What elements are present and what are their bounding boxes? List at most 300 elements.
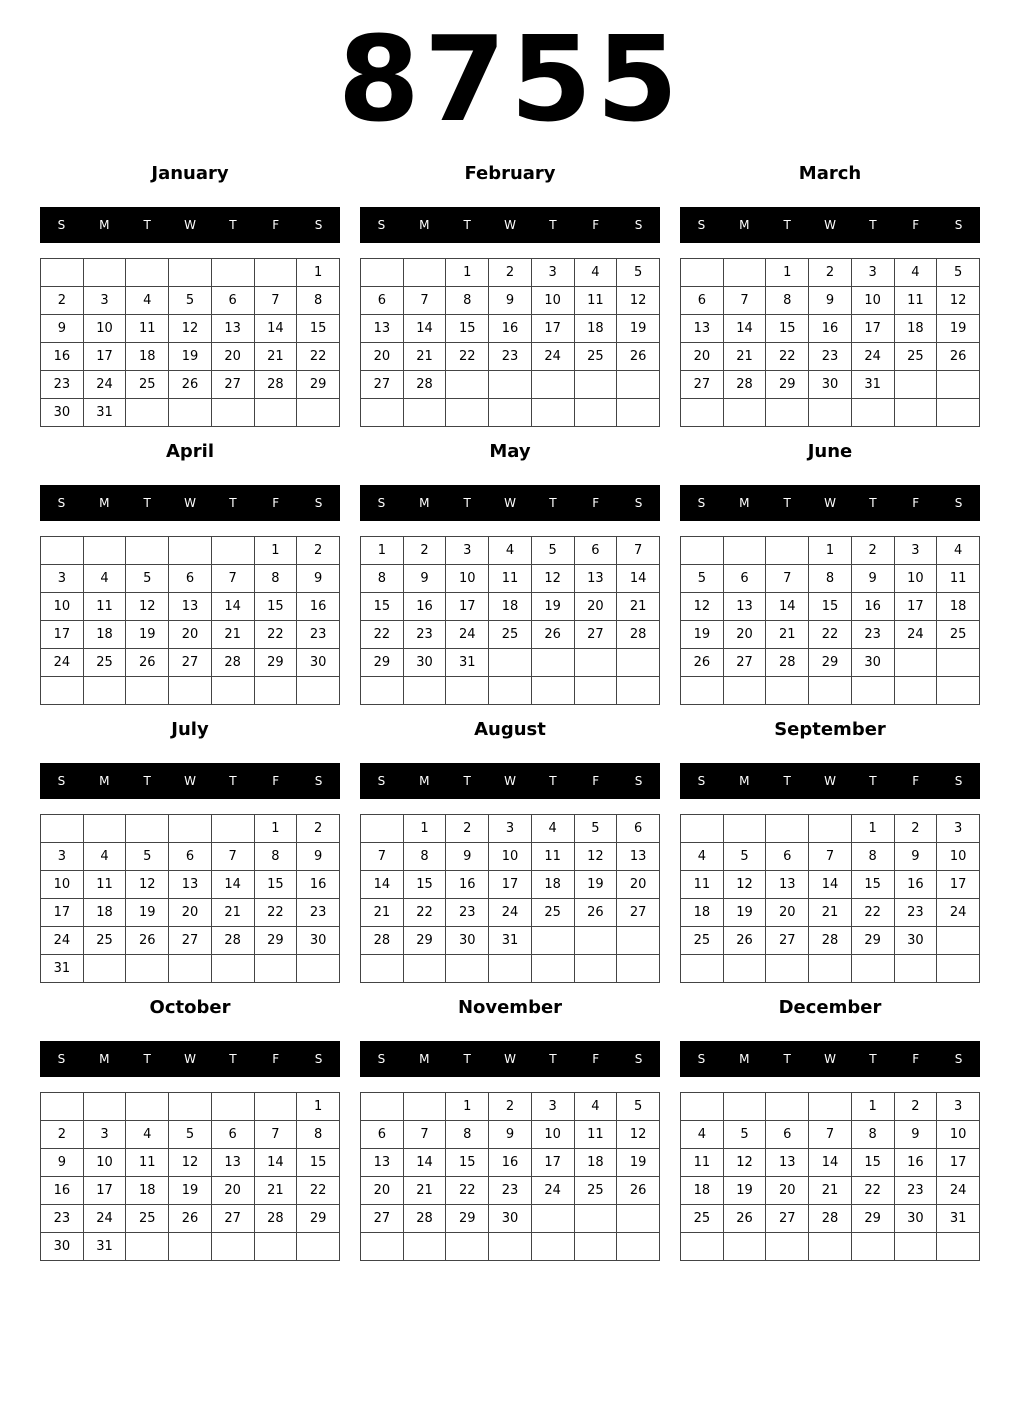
weekday-header — [40, 485, 340, 521]
day-cell: 13 — [169, 593, 212, 621]
day-cell: 20 — [169, 621, 212, 649]
day-cell: 11 — [83, 871, 126, 899]
weekday-label: F — [272, 218, 280, 232]
day-cell — [254, 259, 297, 287]
weekday-header — [360, 485, 660, 521]
day-cell — [254, 1233, 297, 1261]
day-cell: 26 — [531, 621, 574, 649]
day-cell: 26 — [681, 649, 724, 677]
weekday-label: M — [739, 1052, 750, 1066]
day-cell — [211, 399, 254, 427]
week-row — [41, 399, 340, 427]
weekday-label: S — [954, 218, 963, 232]
month-name: January — [151, 163, 229, 184]
day-cell: 28 — [403, 1205, 446, 1233]
week-row — [361, 677, 660, 705]
day-cell: 14 — [766, 593, 809, 621]
day-cell — [681, 1233, 724, 1261]
day-cell: 20 — [766, 1177, 809, 1205]
day-cell: 16 — [894, 1149, 937, 1177]
day-cell — [211, 1233, 254, 1261]
day-cell — [723, 1093, 766, 1121]
day-cell — [126, 677, 169, 705]
day-grid — [680, 536, 980, 705]
day-cell: 13 — [169, 871, 212, 899]
week-row — [41, 1121, 340, 1149]
day-cell: 4 — [126, 287, 169, 315]
day-cell — [851, 955, 894, 983]
weekday-label: F — [592, 218, 600, 232]
week-row — [681, 927, 980, 955]
weekday-label: W — [504, 1052, 516, 1066]
day-cell: 17 — [41, 621, 84, 649]
day-cell: 2 — [809, 259, 852, 287]
month-august — [360, 718, 660, 988]
day-cell: 12 — [617, 1121, 660, 1149]
day-cell: 19 — [617, 315, 660, 343]
week-row — [41, 677, 340, 705]
day-cell: 19 — [617, 1149, 660, 1177]
day-cell: 17 — [446, 593, 489, 621]
weekday-label: T — [229, 774, 237, 788]
day-cell: 25 — [574, 343, 617, 371]
day-cell — [403, 1093, 446, 1121]
day-cell: 12 — [169, 1149, 212, 1177]
day-cell: 22 — [297, 1177, 340, 1205]
week-row — [41, 815, 340, 843]
day-cell: 3 — [41, 843, 84, 871]
day-cell: 18 — [489, 593, 532, 621]
day-cell: 13 — [211, 315, 254, 343]
weekday-label: F — [592, 774, 600, 788]
month-september — [680, 718, 980, 988]
weekday-label: M — [419, 774, 430, 788]
day-cell: 19 — [169, 1177, 212, 1205]
day-cell: 18 — [83, 621, 126, 649]
weekday-label: S — [57, 774, 66, 788]
week-row — [41, 343, 340, 371]
weekday-label: S — [697, 774, 706, 788]
day-cell — [531, 927, 574, 955]
day-cell: 6 — [681, 287, 724, 315]
weekday-header — [360, 1041, 660, 1077]
day-cell: 24 — [894, 621, 937, 649]
day-cell — [766, 677, 809, 705]
day-cell: 22 — [361, 621, 404, 649]
month-april — [40, 440, 340, 710]
day-cell — [894, 399, 937, 427]
day-cell: 4 — [681, 1121, 724, 1149]
week-row — [681, 259, 980, 287]
day-cell: 10 — [446, 565, 489, 593]
day-cell — [617, 1205, 660, 1233]
day-cell — [681, 259, 724, 287]
day-cell: 9 — [446, 843, 489, 871]
day-cell: 24 — [531, 1177, 574, 1205]
day-cell: 8 — [254, 565, 297, 593]
day-cell: 7 — [211, 565, 254, 593]
day-cell — [766, 399, 809, 427]
day-cell: 8 — [766, 287, 809, 315]
day-cell: 9 — [894, 1121, 937, 1149]
year-title: 8755 — [337, 10, 683, 148]
day-cell: 8 — [297, 1121, 340, 1149]
day-cell: 6 — [766, 843, 809, 871]
day-cell: 7 — [403, 1121, 446, 1149]
day-cell: 22 — [403, 899, 446, 927]
week-row — [681, 1093, 980, 1121]
day-cell — [446, 955, 489, 983]
weekday-label: W — [184, 496, 196, 510]
weekday-label: W — [184, 1052, 196, 1066]
day-cell — [83, 815, 126, 843]
day-cell: 10 — [489, 843, 532, 871]
day-cell: 10 — [531, 1121, 574, 1149]
day-cell: 3 — [937, 815, 980, 843]
weekday-label: S — [954, 496, 963, 510]
weekday-header — [680, 207, 980, 243]
weekday-label: T — [229, 1052, 237, 1066]
day-cell — [766, 815, 809, 843]
day-cell — [297, 677, 340, 705]
day-cell — [446, 677, 489, 705]
day-cell: 7 — [254, 1121, 297, 1149]
weekday-label: S — [634, 774, 643, 788]
day-cell: 16 — [446, 871, 489, 899]
day-cell: 8 — [403, 843, 446, 871]
day-cell: 15 — [851, 1149, 894, 1177]
day-cell — [403, 399, 446, 427]
weekday-label: T — [549, 774, 557, 788]
day-grid — [40, 258, 340, 427]
day-cell: 31 — [851, 371, 894, 399]
day-cell: 10 — [83, 315, 126, 343]
day-cell: 7 — [766, 565, 809, 593]
day-cell: 4 — [489, 537, 532, 565]
day-cell: 16 — [297, 593, 340, 621]
day-cell: 19 — [126, 621, 169, 649]
day-cell: 17 — [937, 1149, 980, 1177]
day-cell — [403, 677, 446, 705]
day-cell: 8 — [851, 843, 894, 871]
day-cell: 30 — [851, 649, 894, 677]
week-row — [681, 371, 980, 399]
week-row — [41, 537, 340, 565]
day-cell: 22 — [851, 899, 894, 927]
day-cell: 2 — [446, 815, 489, 843]
day-cell: 27 — [211, 1205, 254, 1233]
day-cell — [851, 677, 894, 705]
day-cell: 20 — [617, 871, 660, 899]
day-cell — [446, 1233, 489, 1261]
week-row — [361, 371, 660, 399]
day-cell — [894, 371, 937, 399]
day-cell: 24 — [531, 343, 574, 371]
week-row — [681, 565, 980, 593]
day-cell: 27 — [211, 371, 254, 399]
weekday-label: S — [57, 218, 66, 232]
day-grid — [360, 536, 660, 705]
week-row — [681, 871, 980, 899]
day-cell: 27 — [617, 899, 660, 927]
day-cell: 9 — [297, 565, 340, 593]
day-cell — [83, 259, 126, 287]
day-cell: 11 — [489, 565, 532, 593]
day-cell — [489, 955, 532, 983]
weekday-label: W — [824, 496, 836, 510]
day-cell — [937, 677, 980, 705]
day-cell: 27 — [766, 1205, 809, 1233]
day-cell: 17 — [489, 871, 532, 899]
day-cell — [169, 399, 212, 427]
month-october — [40, 996, 340, 1266]
day-cell: 9 — [489, 287, 532, 315]
weekday-label: T — [463, 774, 471, 788]
day-cell: 26 — [169, 371, 212, 399]
day-cell: 10 — [41, 871, 84, 899]
day-cell: 7 — [403, 287, 446, 315]
weekday-label: T — [783, 218, 791, 232]
weekday-label: M — [419, 496, 430, 510]
day-cell — [766, 1093, 809, 1121]
day-cell — [41, 1093, 84, 1121]
week-row — [41, 927, 340, 955]
day-cell: 4 — [126, 1121, 169, 1149]
day-cell: 19 — [681, 621, 724, 649]
day-cell: 24 — [446, 621, 489, 649]
day-cell — [574, 649, 617, 677]
day-cell: 26 — [723, 1205, 766, 1233]
weekday-label: W — [504, 218, 516, 232]
day-cell — [211, 815, 254, 843]
day-cell: 16 — [894, 871, 937, 899]
month-name: August — [474, 719, 546, 740]
day-cell: 26 — [574, 899, 617, 927]
day-cell: 28 — [617, 621, 660, 649]
day-cell: 22 — [766, 343, 809, 371]
day-cell: 5 — [531, 537, 574, 565]
week-row — [681, 1233, 980, 1261]
weekday-label: S — [314, 496, 323, 510]
day-cell — [211, 537, 254, 565]
day-cell — [809, 677, 852, 705]
day-cell: 24 — [83, 1205, 126, 1233]
day-cell — [809, 955, 852, 983]
weekday-label: S — [377, 774, 386, 788]
day-cell: 30 — [41, 1233, 84, 1261]
day-cell: 12 — [723, 871, 766, 899]
day-cell — [41, 815, 84, 843]
day-cell: 24 — [41, 649, 84, 677]
weekday-header — [40, 207, 340, 243]
day-cell — [574, 1233, 617, 1261]
week-row — [41, 315, 340, 343]
day-cell: 3 — [83, 1121, 126, 1149]
weekday-label: M — [99, 496, 110, 510]
day-cell: 29 — [254, 649, 297, 677]
day-cell: 16 — [41, 1177, 84, 1205]
day-cell — [126, 955, 169, 983]
day-cell: 25 — [681, 1205, 724, 1233]
weekday-label: S — [954, 1052, 963, 1066]
month-name: May — [489, 441, 531, 462]
day-cell — [681, 955, 724, 983]
day-cell: 28 — [211, 649, 254, 677]
day-grid — [40, 814, 340, 983]
weekday-label: T — [549, 496, 557, 510]
day-cell — [361, 259, 404, 287]
day-cell — [361, 1233, 404, 1261]
day-cell: 3 — [41, 565, 84, 593]
month-name: March — [798, 163, 862, 184]
day-cell: 1 — [403, 815, 446, 843]
day-cell — [169, 1233, 212, 1261]
day-cell — [766, 537, 809, 565]
month-name: November — [457, 997, 563, 1018]
day-cell: 19 — [574, 871, 617, 899]
day-cell: 10 — [851, 287, 894, 315]
day-cell: 14 — [254, 1149, 297, 1177]
day-cell: 18 — [126, 343, 169, 371]
month-name: September — [774, 719, 886, 740]
day-cell: 3 — [531, 1093, 574, 1121]
day-cell: 5 — [723, 843, 766, 871]
day-cell: 29 — [446, 1205, 489, 1233]
day-grid — [40, 1092, 340, 1261]
day-cell: 4 — [894, 259, 937, 287]
day-cell: 5 — [169, 1121, 212, 1149]
day-cell: 29 — [297, 1205, 340, 1233]
day-cell: 23 — [297, 899, 340, 927]
day-cell — [169, 815, 212, 843]
weekday-label: S — [377, 1052, 386, 1066]
day-cell — [574, 677, 617, 705]
day-cell: 6 — [361, 1121, 404, 1149]
day-cell: 1 — [254, 537, 297, 565]
weekday-label: T — [463, 496, 471, 510]
day-cell: 26 — [723, 927, 766, 955]
day-cell — [41, 537, 84, 565]
day-cell: 19 — [531, 593, 574, 621]
day-cell — [574, 927, 617, 955]
day-grid — [680, 1092, 980, 1261]
day-cell: 3 — [937, 1093, 980, 1121]
weekday-label: T — [783, 1052, 791, 1066]
day-cell: 21 — [809, 899, 852, 927]
day-cell — [723, 399, 766, 427]
day-grid — [360, 1092, 660, 1261]
weekday-label: F — [592, 1052, 600, 1066]
day-cell: 11 — [681, 871, 724, 899]
day-cell — [574, 955, 617, 983]
day-cell — [83, 1093, 126, 1121]
day-cell: 29 — [297, 371, 340, 399]
day-cell — [403, 259, 446, 287]
day-cell: 6 — [723, 565, 766, 593]
day-cell: 20 — [574, 593, 617, 621]
day-cell: 3 — [894, 537, 937, 565]
day-cell: 15 — [851, 871, 894, 899]
day-cell: 1 — [297, 259, 340, 287]
day-grid — [40, 536, 340, 705]
day-cell — [531, 649, 574, 677]
day-cell: 14 — [809, 871, 852, 899]
day-cell — [211, 677, 254, 705]
week-row — [681, 593, 980, 621]
day-cell: 11 — [681, 1149, 724, 1177]
day-cell: 13 — [766, 1149, 809, 1177]
day-cell: 20 — [361, 343, 404, 371]
day-cell: 21 — [211, 899, 254, 927]
day-cell: 10 — [894, 565, 937, 593]
weekday-label: W — [504, 496, 516, 510]
day-cell: 14 — [809, 1149, 852, 1177]
day-cell — [723, 537, 766, 565]
day-cell — [489, 649, 532, 677]
day-cell: 14 — [211, 871, 254, 899]
day-cell: 17 — [83, 343, 126, 371]
weekday-label: S — [57, 1052, 66, 1066]
day-cell: 6 — [169, 565, 212, 593]
day-cell — [617, 649, 660, 677]
day-cell: 11 — [937, 565, 980, 593]
day-cell: 9 — [41, 315, 84, 343]
day-cell: 15 — [297, 315, 340, 343]
day-cell — [126, 1233, 169, 1261]
day-cell: 30 — [297, 927, 340, 955]
day-cell: 26 — [169, 1205, 212, 1233]
week-row — [681, 343, 980, 371]
day-cell: 24 — [489, 899, 532, 927]
day-cell: 6 — [617, 815, 660, 843]
weekday-label: M — [99, 1052, 110, 1066]
day-cell — [169, 677, 212, 705]
day-cell: 17 — [41, 899, 84, 927]
day-cell: 19 — [937, 315, 980, 343]
day-cell: 31 — [83, 399, 126, 427]
day-cell: 23 — [489, 1177, 532, 1205]
day-cell: 23 — [297, 621, 340, 649]
day-cell: 6 — [169, 843, 212, 871]
day-grid — [360, 258, 660, 427]
day-cell: 5 — [723, 1121, 766, 1149]
day-cell: 20 — [169, 899, 212, 927]
day-cell: 17 — [894, 593, 937, 621]
week-row — [361, 1149, 660, 1177]
day-cell — [531, 399, 574, 427]
day-cell: 23 — [41, 1205, 84, 1233]
day-cell: 1 — [446, 259, 489, 287]
day-cell — [126, 537, 169, 565]
day-cell — [126, 1093, 169, 1121]
week-row — [41, 1233, 340, 1261]
day-cell: 18 — [574, 315, 617, 343]
day-cell — [169, 259, 212, 287]
day-cell: 12 — [574, 843, 617, 871]
day-cell: 14 — [403, 315, 446, 343]
day-cell: 29 — [851, 1205, 894, 1233]
day-cell — [531, 1205, 574, 1233]
day-cell: 10 — [937, 843, 980, 871]
week-row — [361, 343, 660, 371]
day-cell: 14 — [723, 315, 766, 343]
weekday-label: T — [869, 218, 877, 232]
weekday-label: W — [824, 774, 836, 788]
day-cell — [83, 677, 126, 705]
day-grid — [680, 258, 980, 427]
week-row — [681, 1121, 980, 1149]
day-cell: 23 — [41, 371, 84, 399]
